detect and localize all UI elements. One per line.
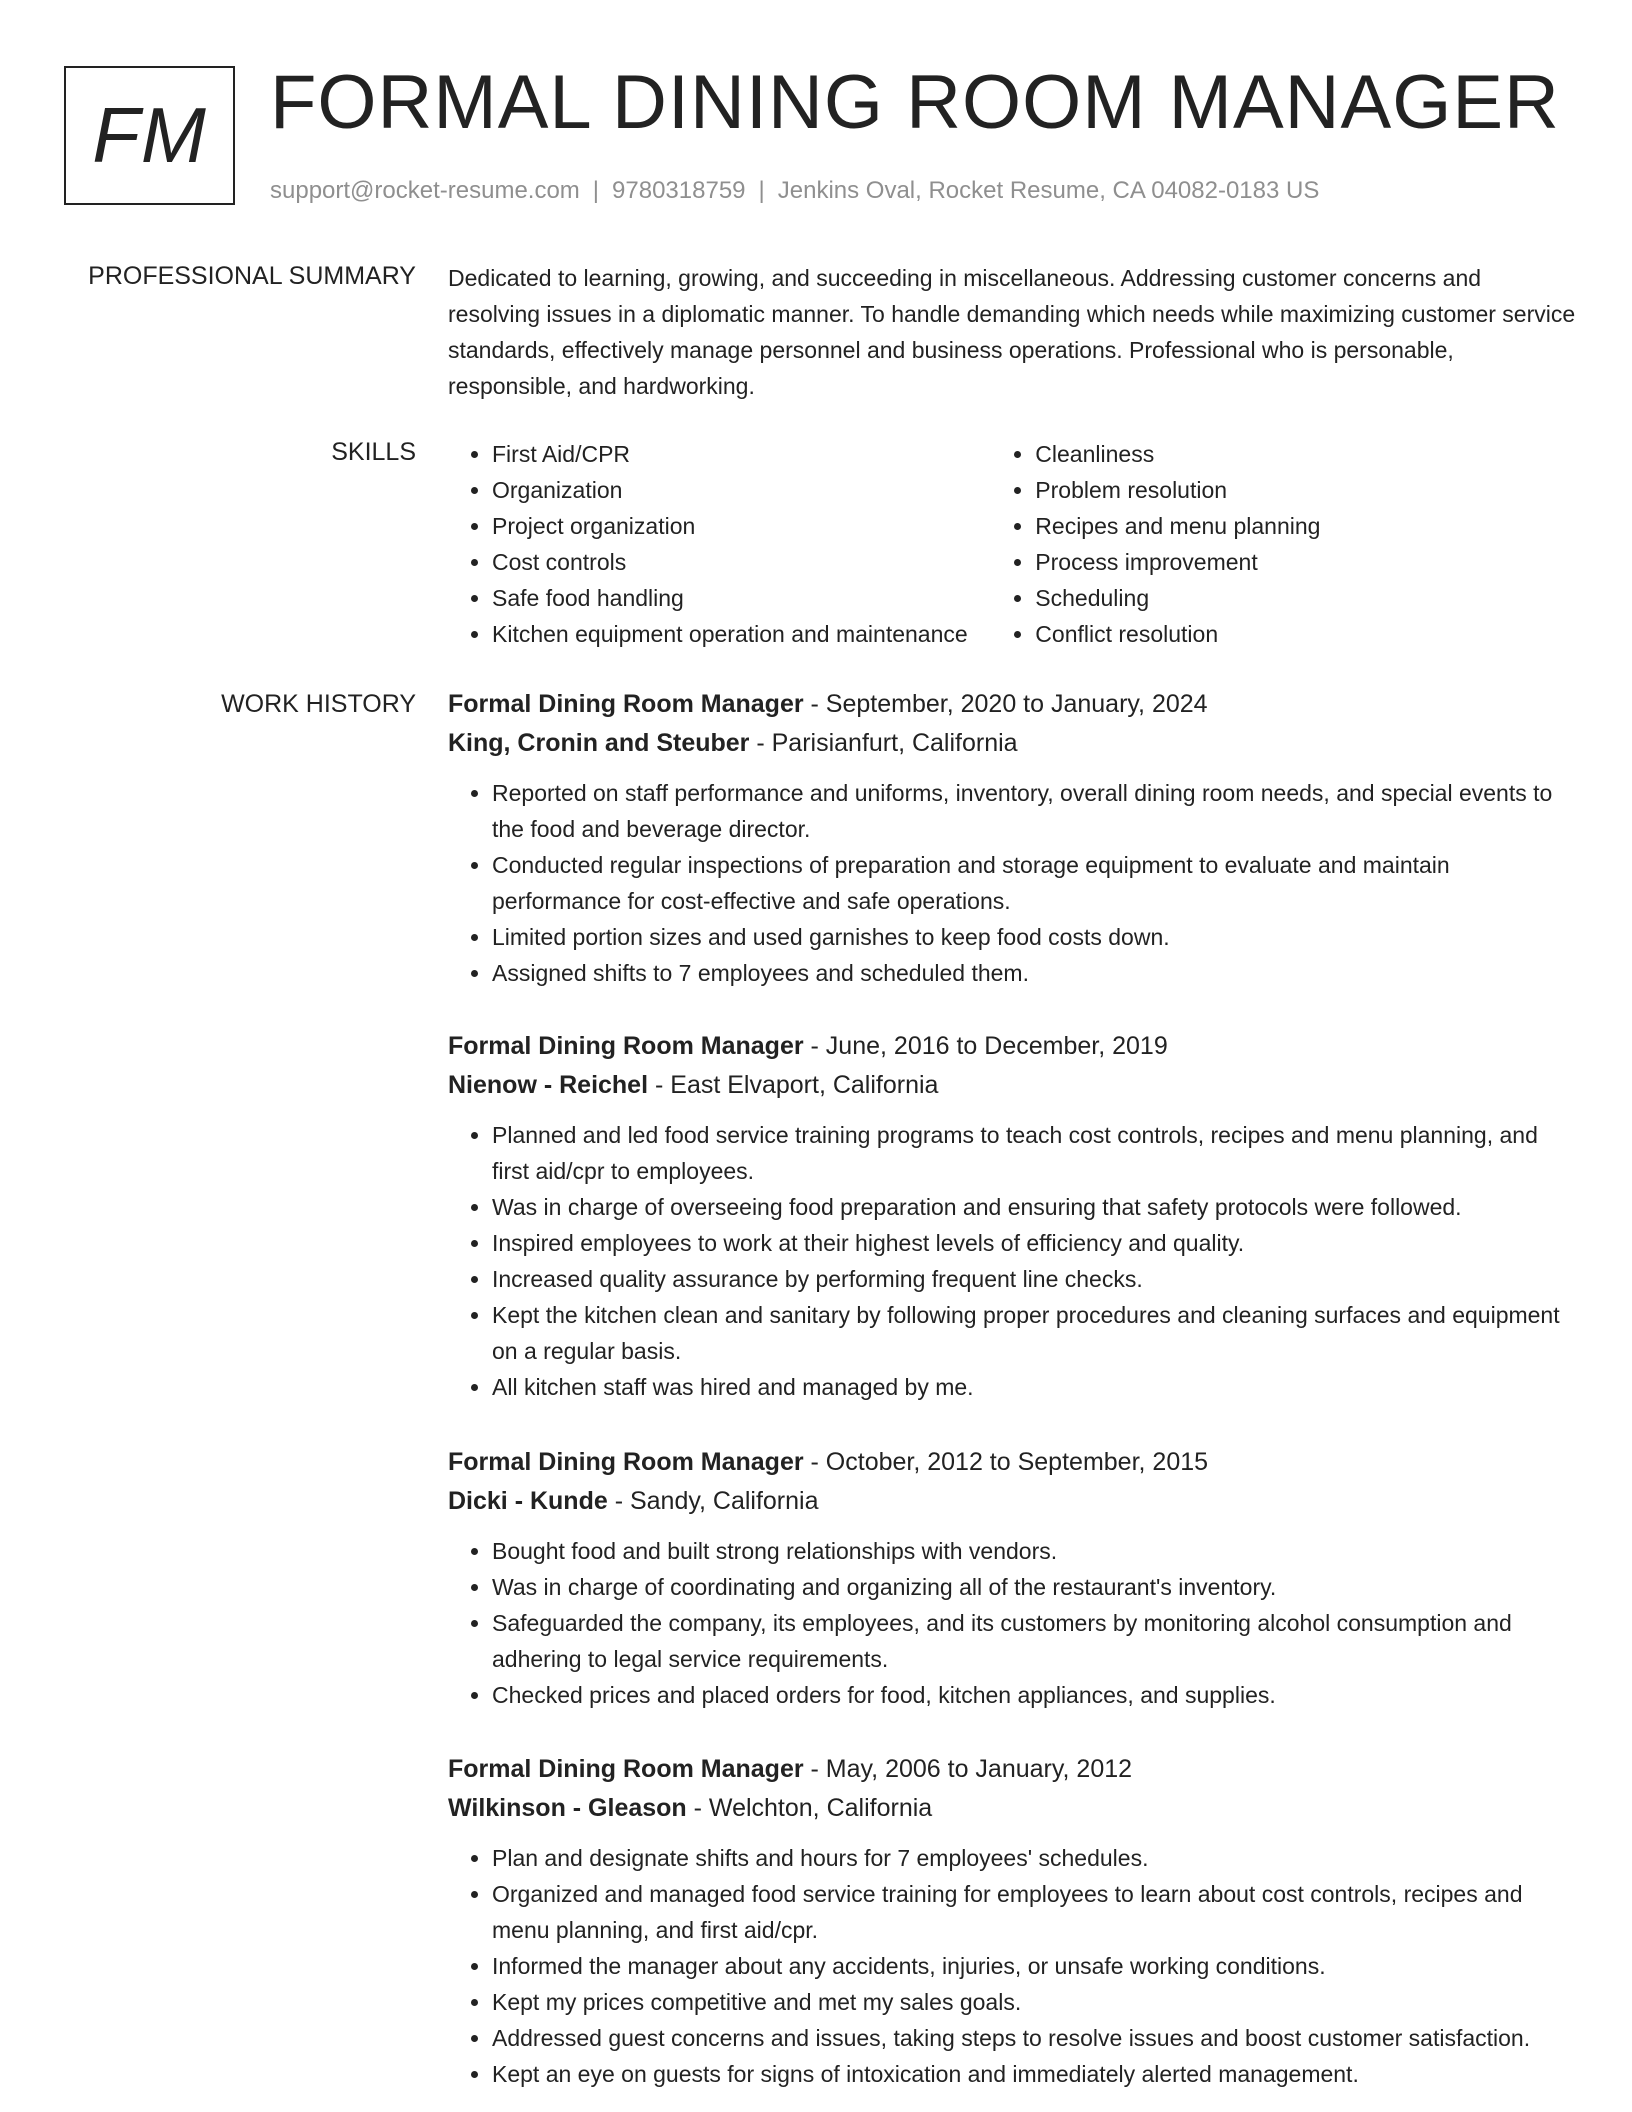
job-bullet: • Inspired employees to work at their highest levels of efficiency and quality. [492,1225,1578,1261]
phone-number: 9780318759 [612,177,746,204]
job-entry [448,1443,1578,1713]
job-location: - Parisianfurt, California [749,729,1018,757]
job-bullet: • Kept an eye on guests for signs of intoxication and immediately alerted management. [492,2056,1578,2092]
skill-item: • Process improvement [1035,544,1578,580]
job-entry [448,1027,1578,1405]
company-name: Dicki - Kunde [448,1487,608,1515]
company-name: Wilkinson - Gleason [448,1794,687,1822]
skills-column-1 [448,436,991,652]
company-name: Nienow - Reichel [448,1071,649,1099]
contact-separator: | [592,177,600,204]
job-dates: - October, 2012 to September, 2015 [803,1448,1209,1476]
job-bullets [448,1533,1578,1713]
job-location: - East Elvaport, California [648,1071,939,1099]
job-company-line [448,1788,1578,1828]
skill-item: • Recipes and menu planning [1035,508,1578,544]
skill-item: • Organization [492,472,991,508]
job-bullet: • Increased quality assurance by performing frequent line checks. [492,1261,1578,1297]
skill-item: • Safe food handling [492,580,991,616]
skill-item: • First Aid/CPR [492,436,991,472]
job-bullet: • Bought food and built strong relationships with vendors. [492,1533,1578,1569]
job-bullet: • Kept my prices competitive and met my sales goals. [492,1984,1578,2020]
job-bullet: • Reported on staff performance and uniforms, inventory, overall dining room needs, and special events to the food and beverage director. [492,775,1578,847]
job-bullet: • Checked prices and placed orders for food, kitchen appliances, and supplies. [492,1677,1578,1713]
skill-item: • Cleanliness [1035,436,1578,472]
job-company-line [448,1065,1578,1105]
skills-column-2 [991,436,1578,652]
job-bullets [448,1840,1578,2092]
job-dates: - May, 2006 to January, 2012 [803,1755,1133,1783]
job-company-line [448,1481,1578,1521]
job-bullets [448,1117,1578,1405]
contact-line [270,174,1319,208]
job-bullet: • Informed the manager about any accidents, injuries, or unsafe working conditions. [492,1948,1578,1984]
job-company-line [448,723,1578,763]
address: Jenkins Oval, Rocket Resume, CA 04082-0183 US [777,177,1320,204]
job-location: - Sandy, California [607,1487,819,1515]
skill-item: • Scheduling [1035,580,1578,616]
skill-item: • Project organization [492,508,991,544]
contact-separator: | [758,177,765,204]
job-title-line [448,685,1578,723]
job-bullets [448,775,1578,991]
skills-list [448,436,1578,652]
skill-item: • Problem resolution [1035,472,1578,508]
job-entry [448,685,1578,991]
job-bullet: • All kitchen staff was hired and managed by me. [492,1369,1578,1405]
job-bullet: • Was in charge of overseeing food preparation and ensuring that safety protocols were followed. [492,1189,1578,1225]
job-bullet: • Assigned shifts to 7 employees and scheduled them. [492,955,1578,991]
job-bullet: • Kept the kitchen clean and sanitary by following proper procedures and cleaning surfaces and equipment on a regular basis. [492,1297,1578,1369]
section-heading-summary: PROFESSIONAL SUMMARY [88,262,416,290]
job-bullet: • Was in charge of coordinating and organizing all of the restaurant's inventory. [492,1569,1578,1605]
resume-name-title: FORMAL DINING ROOM MANAGER [270,60,1560,145]
job-title-line [448,1750,1578,1788]
job-bullet: • Planned and led food service training programs to teach cost controls, recipes and menu planning, and first aid/cpr to employees. [492,1117,1578,1189]
job-title: Formal Dining Room Manager [448,690,804,718]
skill-item: • Kitchen equipment operation and maintenance [492,616,991,652]
job-entry [448,1750,1578,2092]
job-bullet: • Limited portion sizes and used garnishes to keep food costs down. [492,919,1578,955]
job-bullet: • Organized and managed food service training for employees to learn about cost controls, recipes and menu planning, and first aid/cpr. [492,1876,1578,1948]
job-title: Formal Dining Room Manager [448,1755,804,1783]
job-dates: - September, 2020 to January, 2024 [803,690,1208,718]
summary-text: Dedicated to learning, growing, and succeeding in miscellaneous. Addressing customer concerns and resolving issues in a diplomatic manner. To handle demanding which needs while maximizing customer service standards, effectively manage personnel and business operations. Professional who is personable, responsible, and hardworking. [448,265,1576,399]
job-bullet: • Conducted regular inspections of preparation and storage equipment to evaluate and maintain performance for cost-effective and safe operations. [492,847,1578,919]
email-link[interactable]: support@rocket-resume.com [270,177,580,204]
job-dates: - June, 2016 to December, 2019 [803,1032,1168,1060]
section-heading-skills: SKILLS [331,438,416,466]
job-title-line [448,1027,1578,1065]
job-title: Formal Dining Room Manager [448,1032,804,1060]
company-name: King, Cronin and Steuber [448,729,750,757]
job-title-line [448,1443,1578,1481]
job-bullet: • Safeguarded the company, its employees, and its customers by monitoring alcohol consumption and adhering to legal service requirements. [492,1605,1578,1677]
monogram-initials: FM [64,66,235,205]
section-heading-work-history: WORK HISTORY [221,690,416,718]
job-bullet: • Addressed guest concerns and issues, taking steps to resolve issues and boost customer satisfaction. [492,2020,1578,2056]
job-title: Formal Dining Room Manager [448,1448,804,1476]
job-bullet: • Plan and designate shifts and hours for 7 employees' schedules. [492,1840,1578,1876]
job-location: - Welchton, California [686,1794,933,1822]
skill-item: • Conflict resolution [1035,616,1578,652]
skill-item: • Cost controls [492,544,991,580]
